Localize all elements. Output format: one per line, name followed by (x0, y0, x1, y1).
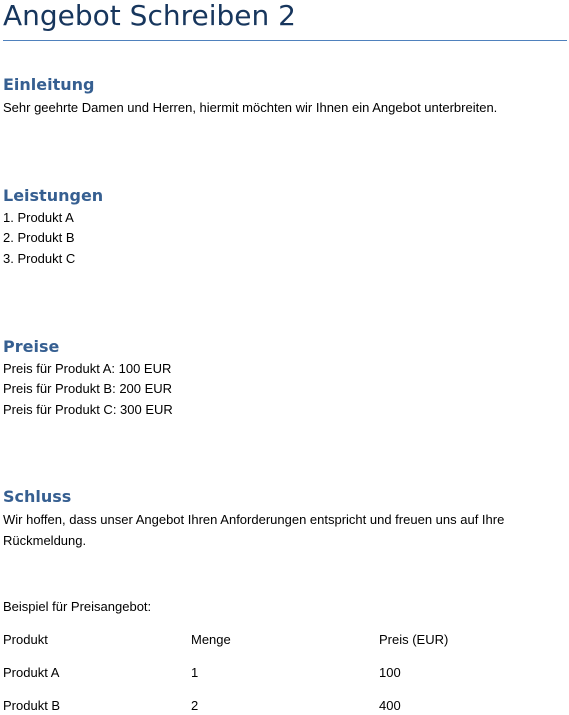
leistungen-item: 3. Produkt C (3, 251, 76, 266)
table-cell: 400 (379, 698, 401, 713)
preis-item: Preis für Produkt B: 200 EUR (3, 381, 173, 396)
table-cell: 2 (191, 698, 199, 713)
title-divider (3, 40, 567, 41)
heading-einleitung: Einleitung (3, 75, 95, 94)
heading-leistungen: Leistungen (3, 186, 104, 205)
table-header-cell: Produkt (3, 632, 48, 647)
table-cell: 100 (379, 665, 401, 680)
schluss-text-line: Rückmeldung. (3, 533, 87, 548)
leistungen-item: 1. Produkt A (3, 210, 74, 225)
document-title: Angebot Schreiben 2 (3, 0, 296, 32)
schluss-text-line: Wir hoffen, dass unser Angebot Ihren Anforderungen entspricht und freuen uns auf Ihre (3, 512, 505, 527)
table-header-cell: Menge (191, 632, 231, 647)
preis-item: Preis für Produkt A: 100 EUR (3, 361, 172, 376)
table-header-cell: Preis (EUR) (379, 632, 449, 647)
table-cell: 1 (191, 665, 199, 680)
einleitung-text: Sehr geehrte Damen und Herren, hiermit möchten wir Ihnen ein Angebot unterbreiten. (3, 100, 498, 115)
table-cell: Produkt B (3, 698, 61, 713)
preis-item: Preis für Produkt C: 300 EUR (3, 402, 173, 417)
heading-schluss: Schluss (3, 487, 72, 506)
table-cell: Produkt A (3, 665, 60, 680)
example-label: Beispiel für Preisangebot: (3, 599, 152, 614)
leistungen-item: 2. Produkt B (3, 230, 75, 245)
heading-preise: Preise (3, 337, 60, 356)
